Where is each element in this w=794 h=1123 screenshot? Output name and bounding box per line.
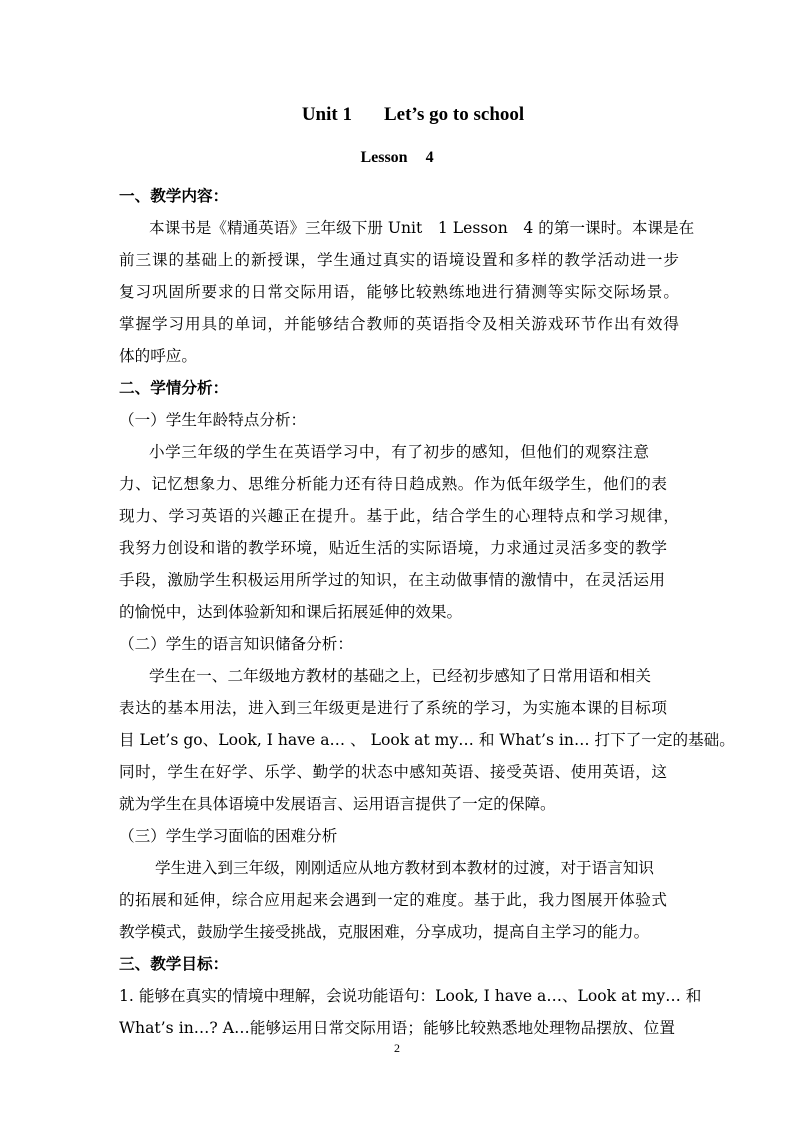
paragraph-line: What’s in…? A…能够运用日常交际用语；能够比较熟悉地处理物品摆放、位置 bbox=[119, 1019, 675, 1037]
paragraph-line: 手段，激励学生积极运用所学过的知识，在主动做事情的激情中，在灵活运用 bbox=[119, 571, 665, 589]
section-heading-objectives: 三、教学目标： bbox=[119, 954, 229, 973]
paragraph-line: 学生在一、二年级地方教材的基础之上，已经初步感知了日常用语和相关 bbox=[149, 667, 651, 685]
lesson-heading bbox=[0, 149, 794, 167]
paragraph-line: 的拓展和延伸，综合应用起来会遇到一定的难度。基于此，我力图展开体验式 bbox=[119, 891, 667, 909]
paragraph-line: 体的呼应。 bbox=[119, 347, 197, 365]
paragraph-line: 力、记忆想象力、思维分析能力还有待日趋成熟。作为低年级学生，他们的表 bbox=[119, 475, 667, 493]
paragraph-line: 学生进入到三年级，刚刚适应从地方教材到本教材的过渡，对于语言知识 bbox=[155, 859, 655, 877]
section-heading-analysis: 二、学情分析： bbox=[119, 378, 229, 397]
title-unit: Unit 1 bbox=[301, 104, 352, 125]
paragraph-line: 掌握学习用具的单词，并能够结合教师的英语指令及相关游戏环节作出有效得 bbox=[119, 315, 679, 333]
section-heading-content: 一、教学内容： bbox=[119, 186, 229, 205]
paragraph-line: 现力、学习英语的兴趣正在提升。基于此，结合学生的心理特点和学习规律， bbox=[119, 507, 679, 525]
subsection-heading: （三）学生学习面临的困难分析 bbox=[119, 827, 338, 845]
lesson-word: Lesson bbox=[360, 149, 408, 166]
paragraph-line: 教学模式，鼓励学生接受挑战，克服困难，分享成功，提高自主学习的能力。 bbox=[119, 923, 650, 941]
paragraph-line: 同时，学生在好学、乐学、勤学的状态中感知英语、接受英语、使用英语，这 bbox=[119, 763, 667, 781]
paragraph-line: 的愉悦中，达到体验新知和课后拓展延伸的效果。 bbox=[119, 603, 463, 621]
paragraph-line: 表达的基本用法，进入到三年级更是进行了系统的学习，为实施本课的目标项 bbox=[119, 699, 667, 717]
paragraph-line: 就为学生在具体语境中发展语言、运用语言提供了一定的保障。 bbox=[119, 795, 556, 813]
title-name: Let’s go to school bbox=[383, 104, 525, 125]
document-title bbox=[0, 104, 794, 126]
page-number: 2 bbox=[394, 1041, 400, 1055]
paragraph-line: 小学三年级的学生在英语学习中，有了初步的感知，但他们的观察注意 bbox=[149, 443, 649, 461]
paragraph-line: 前三课的基础上的新授课，学生通过真实的语境设置和多样的教学活动进一步 bbox=[119, 251, 679, 269]
subsection-heading: （二）学生的语言知识储备分析： bbox=[119, 635, 353, 653]
subsection-heading: （一）学生年龄特点分析： bbox=[119, 411, 307, 429]
lesson-number: 4 bbox=[425, 149, 434, 166]
paragraph-line: 复习巩固所要求的日常交际用语，能够比较熟练地进行猜测等实际交际场景。 bbox=[119, 283, 679, 301]
paragraph-line: 本课书是《精通英语》三年级下册 Unit 1 Lesson 4 的第一课时。本课是在 bbox=[149, 219, 695, 237]
paragraph-line: 1. 能够在真实的情境中理解，会说功能语句：Look, I have a…、Look at my… 和 bbox=[119, 987, 702, 1005]
paragraph-line: 我努力创设和谐的教学环境，贴近生活的实际语境，力求通过灵活多变的教学 bbox=[119, 539, 667, 557]
paragraph-line: 目 Let’s go、Look, I have a… 、 Look at my… 和 What’s in… 打下了一定的基础。 bbox=[119, 731, 735, 749]
